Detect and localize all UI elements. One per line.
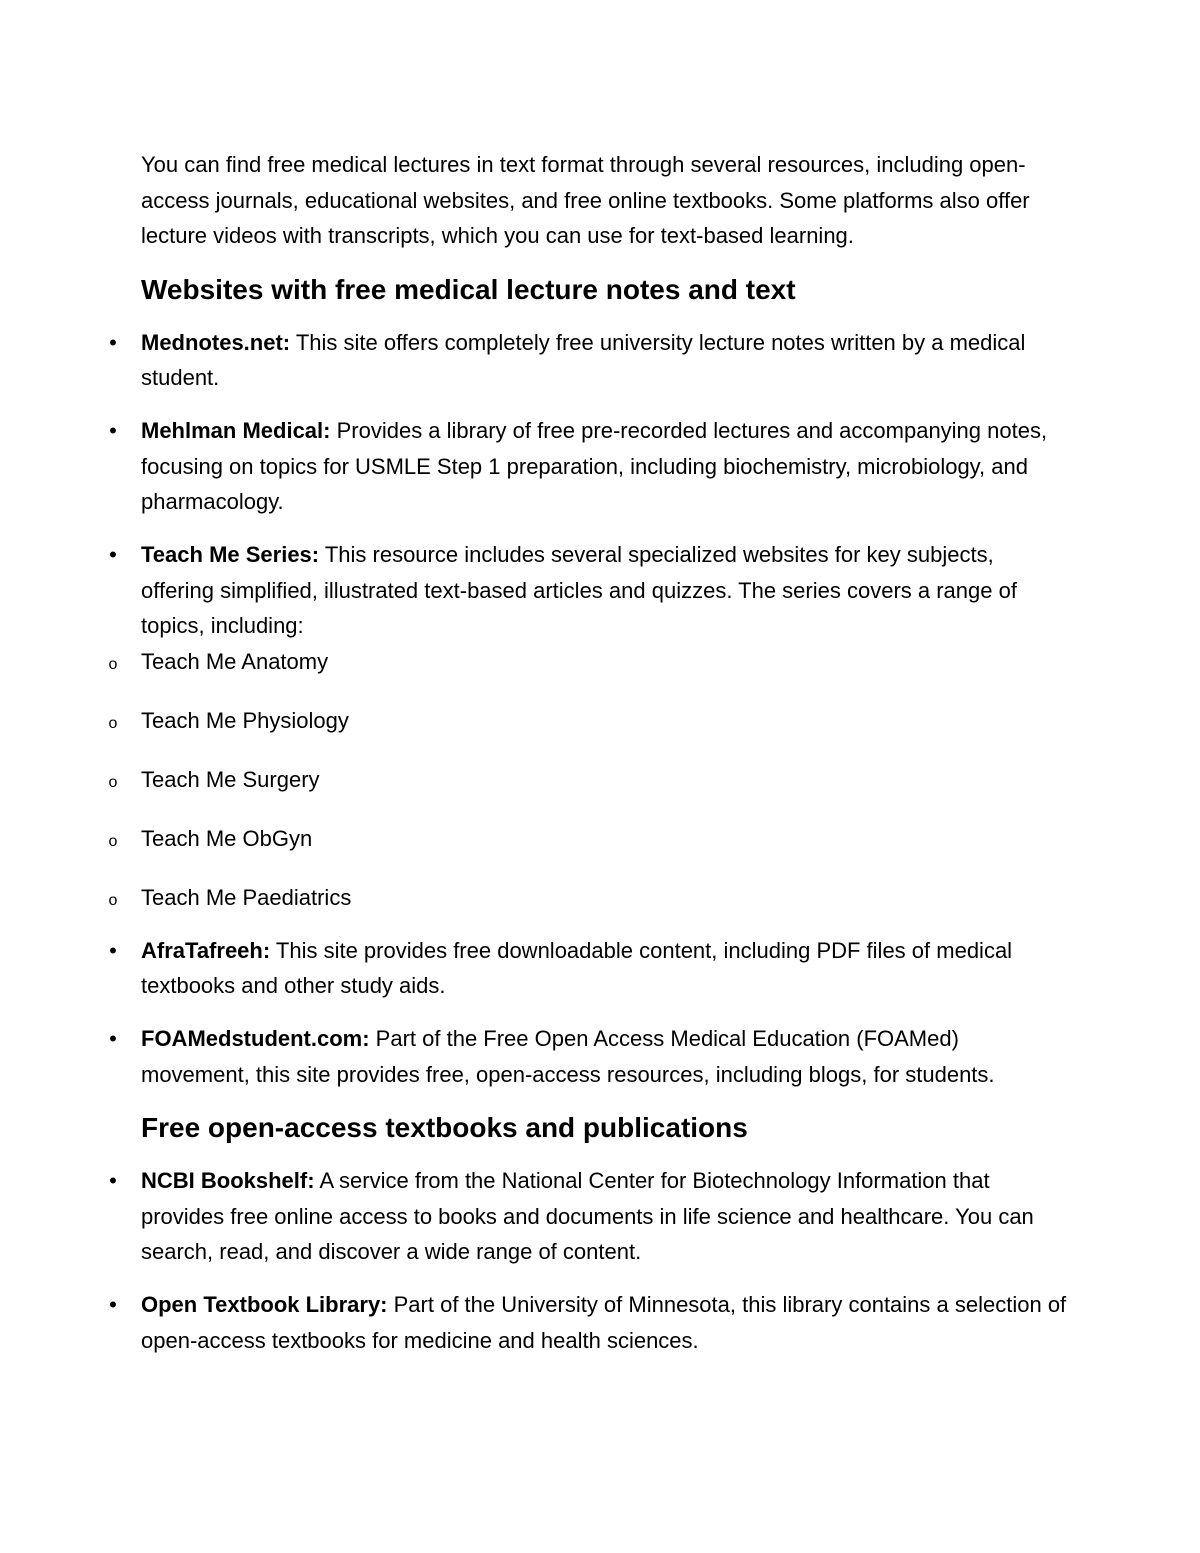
circle-bullet-icon: o [108,714,118,732]
item-description: Provides a library of free pre-recorded lectures and accompanying notes, focusing on topics for USMLE Step 1 preparation, including biochemistry, microbiology, and pharmacology. [141,418,1048,514]
bullet-icon: • [109,1026,117,1051]
bullet-icon: • [109,1292,117,1317]
bullet-icon: • [109,1168,117,1193]
circle-bullet-icon: o [108,773,118,791]
item-term: FOAMedstudent.com: [141,1026,370,1051]
list-item-ncbi-bookshelf [109,1163,1071,1270]
sublist-item-label: Teach Me Paediatrics [141,884,352,910]
websites-list [109,325,1071,644]
list-item-afratafreeh [109,933,1071,1004]
sublist-item [108,644,1071,680]
document-content [108,147,1071,1358]
circle-bullet-icon: o [108,891,118,909]
sublist-item-label: Teach Me ObGyn [141,825,313,851]
item-term: Mednotes.net: [141,329,291,355]
item-description: Part of the University of Minnesota, this library contains a selection of open-access textbooks for medicine and health sciences. [141,1292,1067,1353]
circle-bullet-icon: o [108,832,118,850]
sublist-item [108,821,1071,857]
sublist-item-label: Teach Me Anatomy [141,648,329,674]
item-term: Mehlman Medical: [141,418,331,443]
bullet-icon: • [109,937,117,963]
item-description: This site provides free downloadable content, including PDF files of medical textbooks and other study aids. [141,937,1013,998]
textbooks-list [109,1163,1071,1358]
sublist-item [108,703,1071,739]
item-term: Open Textbook Library: [141,1292,388,1317]
item-description: This site offers completely free university lecture notes written by a medical student. [141,329,1026,390]
websites-list-continued [109,933,1071,1093]
list-item-teach-me-series [109,537,1071,644]
item-description: A service from the National Center for Biotechnology Information that provides free online access to books and documents in life science and healthcare. You can search, read, and discover a wide range of content. [141,1168,1034,1264]
sublist-item [108,762,1071,798]
list-item-foamedstudent [109,1021,1071,1092]
sublist-item-label: Teach Me Surgery [141,766,320,792]
bullet-icon: • [109,542,117,567]
list-item-mednotes [109,325,1071,396]
bullet-icon: • [109,418,117,443]
item-term: AfraTafreeh: [141,937,271,963]
list-item-open-textbook-library [109,1287,1071,1358]
item-term: NCBI Bookshelf: [141,1168,315,1193]
intro-paragraph: You can find free medical lectures in text format through several resources, including open-access journals, educational websites, and free online textbooks. Some platforms also offer lecture videos with transcripts, which you can use for text-based learning. [141,152,1030,248]
circle-bullet-icon: o [108,655,118,673]
section-heading-textbooks: Free open-access textbooks and publications [141,1112,748,1143]
sublist-item [108,880,1071,916]
item-description: This resource includes several specialized websites for key subjects, offering simplified, illustrated text-based articles and quizzes. The series covers a range of topics, including: [141,542,1017,638]
list-item-mehlman-medical [109,413,1071,520]
item-term: Teach Me Series: [141,542,320,567]
bullet-icon: • [109,329,117,355]
item-description: Part of the Free Open Access Medical Education (FOAMed) movement, this site provides free, open-access resources, including blogs, for students. [141,1026,995,1087]
teach-me-sublist [108,644,1071,916]
section-heading-websites: Websites with free medical lecture notes and text [141,273,796,305]
sublist-item-label: Teach Me Physiology [141,707,349,733]
